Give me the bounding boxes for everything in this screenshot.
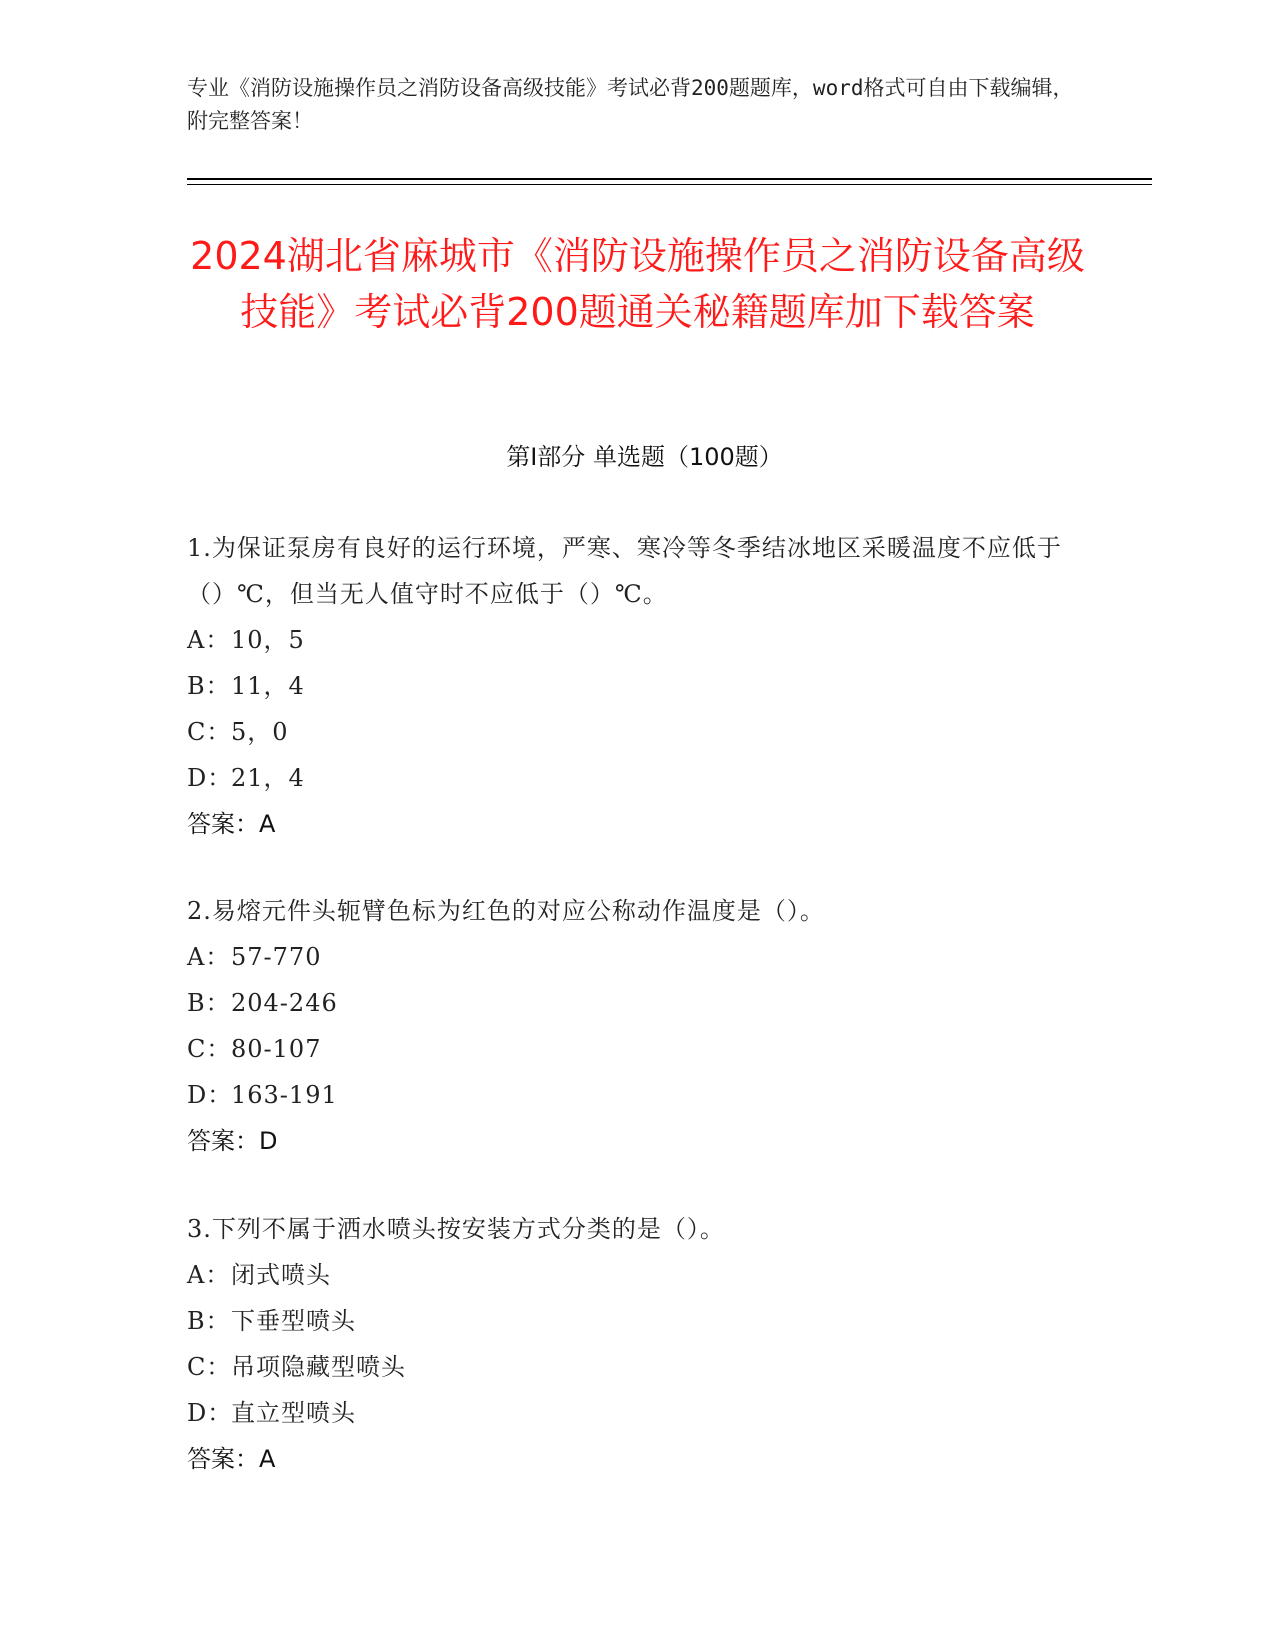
answer-line: 答案：D bbox=[187, 1127, 278, 1155]
question-stem: 1.为保证泵房有良好的运行环境，严寒、寒冷等冬季结冰地区采暖温度不应低于（）℃，但当无人值守时不应低于（）℃。 bbox=[187, 534, 1062, 608]
option-text: 80-107 bbox=[231, 1035, 322, 1063]
question-stem: 2.易熔元件头轭臂色标为红色的对应公称动作温度是（）。 bbox=[187, 897, 825, 925]
option-text: 21，4 bbox=[231, 764, 305, 792]
option-a bbox=[187, 934, 1067, 980]
option-key: A： bbox=[187, 943, 231, 971]
option-key: B： bbox=[187, 1307, 231, 1335]
section-title: 第Ⅰ部分 单选题（100题） bbox=[506, 443, 783, 471]
option-text: 吊项隐藏型喷头 bbox=[231, 1353, 406, 1381]
document-title: 2024湖北省麻城市《消防设施操作员之消防设备高级技能》考试必背200题通关秘籍题库加下载答案 bbox=[190, 234, 1085, 334]
option-c bbox=[187, 1026, 1067, 1072]
header-note: 专业《消防设施操作员之消防设备高级技能》考试必背200题题库，word格式可自由下载编辑，附完整答案！ bbox=[187, 76, 1074, 133]
option-b bbox=[187, 1298, 1067, 1344]
option-key: D： bbox=[187, 764, 233, 792]
option-key: B： bbox=[187, 672, 231, 700]
option-key: C： bbox=[187, 1353, 232, 1381]
option-c bbox=[187, 1344, 1067, 1390]
option-text: 5，0 bbox=[231, 718, 289, 746]
answer-line: 答案：A bbox=[187, 1445, 276, 1473]
option-key: C： bbox=[187, 1035, 232, 1063]
header-rule-thick bbox=[187, 178, 1152, 180]
option-text: 闭式喷头 bbox=[231, 1261, 331, 1289]
option-a bbox=[187, 1252, 1067, 1298]
option-text: 直立型喷头 bbox=[231, 1399, 356, 1427]
question-block bbox=[187, 1206, 1067, 1482]
option-text: 下垂型喷头 bbox=[231, 1307, 356, 1335]
header-rule-thin bbox=[187, 184, 1152, 185]
option-key: A： bbox=[187, 626, 231, 654]
option-text: 10，5 bbox=[231, 626, 305, 654]
option-d bbox=[187, 1072, 1067, 1118]
option-text: 11，4 bbox=[231, 672, 305, 700]
option-key: B： bbox=[187, 989, 231, 1017]
option-text: 204-246 bbox=[231, 989, 338, 1017]
option-key: C： bbox=[187, 718, 232, 746]
option-b bbox=[187, 980, 1067, 1026]
question-block bbox=[187, 888, 1067, 1164]
option-c bbox=[187, 709, 1067, 755]
option-key: A： bbox=[187, 1261, 231, 1289]
question-block bbox=[187, 525, 1067, 847]
question-stem: 3.下列不属于洒水喷头按安装方式分类的是（）。 bbox=[187, 1215, 725, 1243]
option-d bbox=[187, 755, 1067, 801]
option-key: D： bbox=[187, 1081, 233, 1109]
option-key: D： bbox=[187, 1399, 233, 1427]
option-a bbox=[187, 617, 1067, 663]
answer-line: 答案：A bbox=[187, 810, 276, 838]
option-b bbox=[187, 663, 1067, 709]
option-d bbox=[187, 1390, 1067, 1436]
option-text: 57-770 bbox=[231, 943, 322, 971]
option-text: 163-191 bbox=[231, 1081, 338, 1109]
